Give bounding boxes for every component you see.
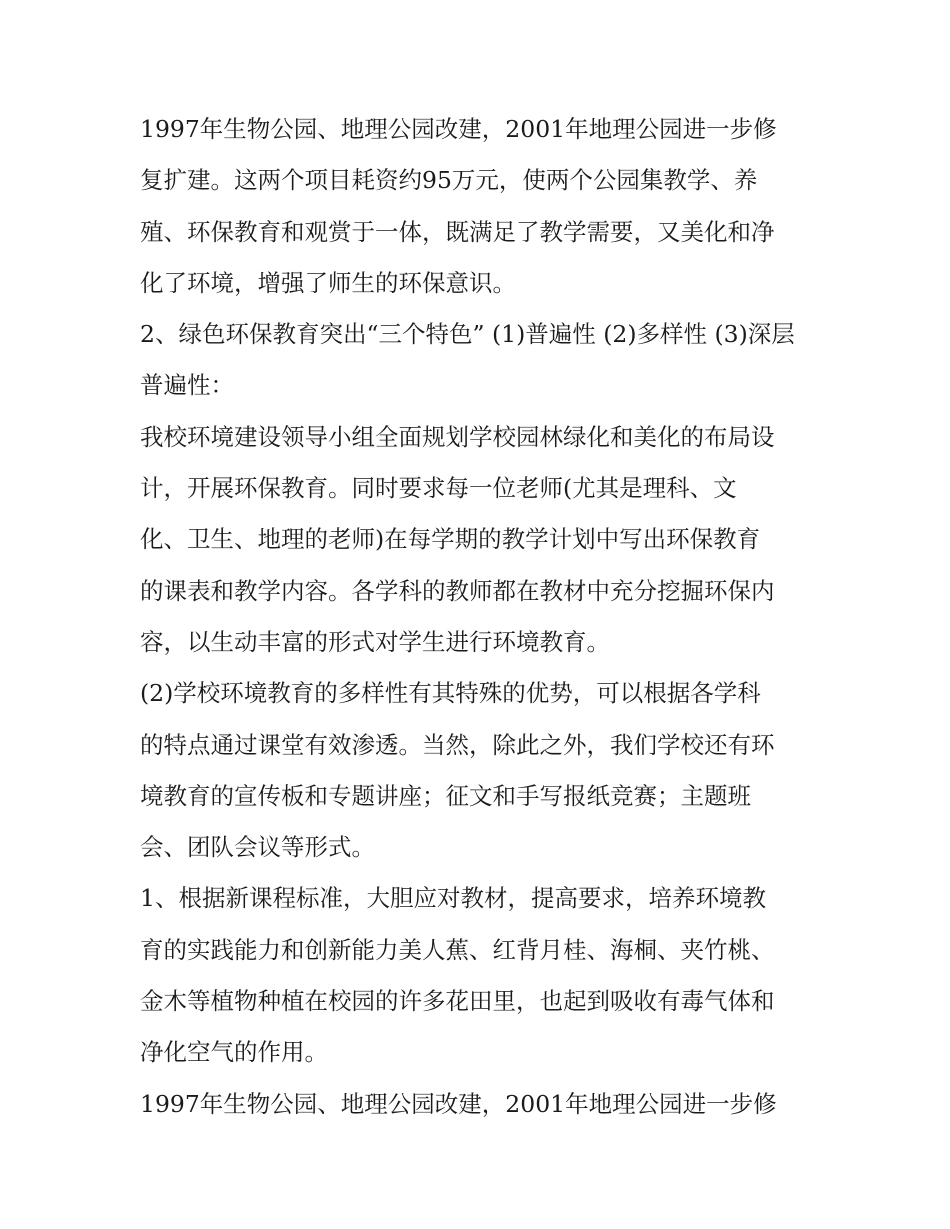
text-line: 复扩建。这两个项目耗资约95万元，使两个公园集教学、养 [140, 166, 758, 195]
body-text [140, 104, 830, 1130]
text-line: 金木等植物种植在校园的许多花田里，也起到吸收有毒气体和 [140, 987, 775, 1016]
text-line: 容，以生动丰富的形式对学生进行环境教育。 [140, 627, 610, 656]
text-line: 化、卫生、地理的老师)在每学期的教学计划中写出环保教育 [140, 525, 761, 554]
text-line: 境教育的宣传板和专题讲座；征文和手写报纸竞赛；主题班 [140, 781, 751, 810]
text-line: 的课表和教学内容。各学科的教师都在教材中充分挖掘环保内 [140, 576, 775, 605]
text-line: 1997年生物公园、地理公园改建，2001年地理公园进一步修 [140, 115, 777, 143]
text-line: 净化空气的作用。 [140, 1038, 328, 1067]
text-line: 计，开展环保教育。同时要求每一位老师(尤其是理科、文 [140, 474, 737, 503]
text-line: 育的实践能力和创新能力美人蕉、红背月桂、海桐、夹竹桃、 [140, 935, 775, 964]
text-line: (2)学校环境教育的多样性有其特殊的优势，可以根据各学科 [140, 679, 761, 708]
text-line: 1、根据新课程标准，大胆应对教材，提高要求，培养环境教 [140, 884, 766, 913]
text-line: 2、绿色环保教育突出“三个特色” (1)普遍性 (2)多样性 (3)深层 [140, 320, 795, 349]
text-line: 殖、环保教育和观赏于一体，既满足了教学需要，又美化和净 [140, 217, 775, 246]
text-line: 会、团队会议等形式。 [140, 833, 375, 862]
text-line: 1997年生物公园、地理公园改建，2001年地理公园进一步修 [140, 1089, 777, 1118]
text-line: 化了环境，增强了师生的环保意识。 [140, 268, 516, 297]
text-line: 我校环境建设领导小组全面规划学校园林绿化和美化的布局设 [140, 422, 775, 451]
text-line: 普遍性： [140, 371, 234, 400]
text-line: 的特点通过课堂有效渗透。当然，除此之外，我们学校还有环 [140, 730, 775, 759]
